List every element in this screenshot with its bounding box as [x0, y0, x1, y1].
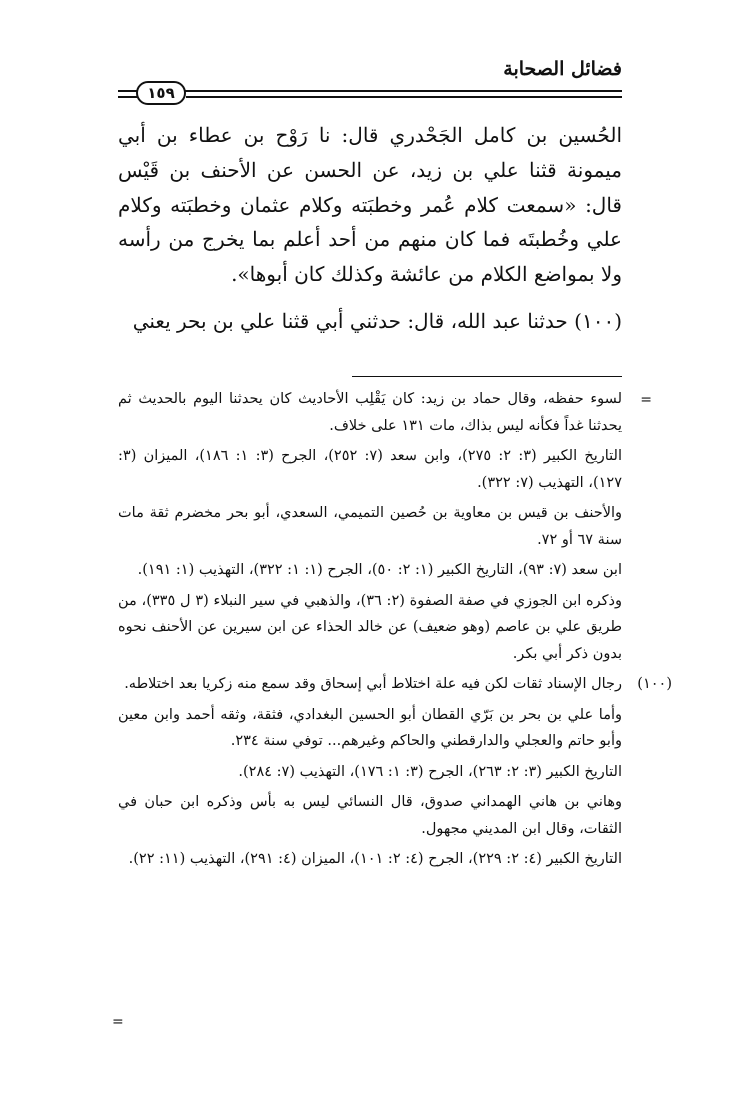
- footnote-block: وذكره ابن الجوزي في صفة الصفوة (٢: ٣٦)، والذهبي في سير النبلاء (٣ ل ٣٣٥)، من طريق علي بن عاصم (وهو ضعيف) عن خالد الحذاء عن ابن سيرين عن الأحنف نحوه بدون ذكر أبي بكر.: [118, 592, 622, 662]
- footnote-100-block: [118, 671, 672, 698]
- main-paragraph-2: (١٠٠) حدثنا عبد الله، قال: حدثني أبي قثنا علي بن بحر يعني: [132, 308, 622, 333]
- main-paragraph-1: الحُسين بن كامل الجَحْدري قال: نا رَوْح بن عطاء بن أبي ميمونة قثنا علي بن زيد، عن الحسن عن الأحنف بن قَيْس قال: «سمعت كلام عُمر وخطبَته وكلام عثمان وخطبَته وكلام علي وخُطبتَه فما كان منهم من أحد أعلم بما يخرج من رأسه ولا بمواضع الكلام من عائشة وكذلك كان أبوها».: [118, 123, 622, 287]
- footnote-100-marker: (١٠٠): [637, 676, 672, 692]
- footnote-100-text: رجال الإسناد ثقات لكن فيه علة اختلاط أبي إسحاق وقد سمع منه زكريا بعد اختلاطه.: [124, 676, 622, 692]
- footnote-block: ابن سعد (٧: ٩٣)، التاريخ الكبير (١: ٢: ٥٠)، الجرح (١: ١: ٣٢٢)، التهذيب (١: ١٩١).: [137, 562, 622, 578]
- header-rule-right-bottom: [186, 96, 622, 98]
- footnote-end-mark: =: [112, 1014, 124, 1030]
- footnote-block: وأما علي بن بحر بن بَرّي القطان أبو الحسين البغدادي، فثقة، وثقه أحمد وابن معين وأبو حاتم والعجلي والدارقطني والحاكم وغيرهم... توفي سنة ٢٣٤.: [118, 706, 622, 749]
- footnote-continuation-mark: =: [640, 392, 652, 408]
- page-number-badge: ١٥٩: [136, 81, 186, 105]
- footnote-block: التاريخ الكبير (٣: ٢: ٢٧٥)، وابن سعد (٧: ٢٥٢)، الجرح (٣: ١: ١٨٦)، الميزان (٣: ١٢٧)، التهذيب (٧: ٣٢٢).: [118, 448, 622, 491]
- footnote-block: وهاني بن هاني الهمداني صدوق، قال النسائي ليس به بأس وذكره ابن حبان في الثقات، وقال ابن المديني مجهول.: [118, 794, 622, 837]
- footnotes: [118, 386, 672, 877]
- main-text: [118, 118, 622, 339]
- footnote-block: التاريخ الكبير (٣: ٢: ٢٦٣)، الجرح (٣: ١: ١٧٦)، التهذيب (٧: ٢٨٤).: [238, 763, 622, 780]
- footnote-block: التاريخ الكبير (٤: ٢: ٢٢٩)، الجرح (٤: ٢: ١٠١)، الميزان (٤: ٢٩١)، التهذيب (١١: ٢٢).: [128, 851, 622, 867]
- header-rule-right-top: [180, 90, 622, 92]
- footnote-block: والأحنف بن قيس بن معاوية بن حُصين التميمي، السعدي، أبو بحر مخضرم ثقة مات سنة ٦٧ أو ٧٢.: [118, 505, 622, 548]
- footnote-separator: [352, 376, 622, 377]
- header-rule-left-top: [118, 90, 138, 92]
- page-header-title: فضائل الصحابة: [503, 58, 622, 80]
- footnote-block: لسوء حفظه، وقال حماد بن زيد: كان يَقْلِب الأحاديث كان يحدثنا اليوم بالحديث ثم يحدثنا غداً فكأنه ليس بذاك، مات ١٣١ على خلاف.: [118, 391, 622, 434]
